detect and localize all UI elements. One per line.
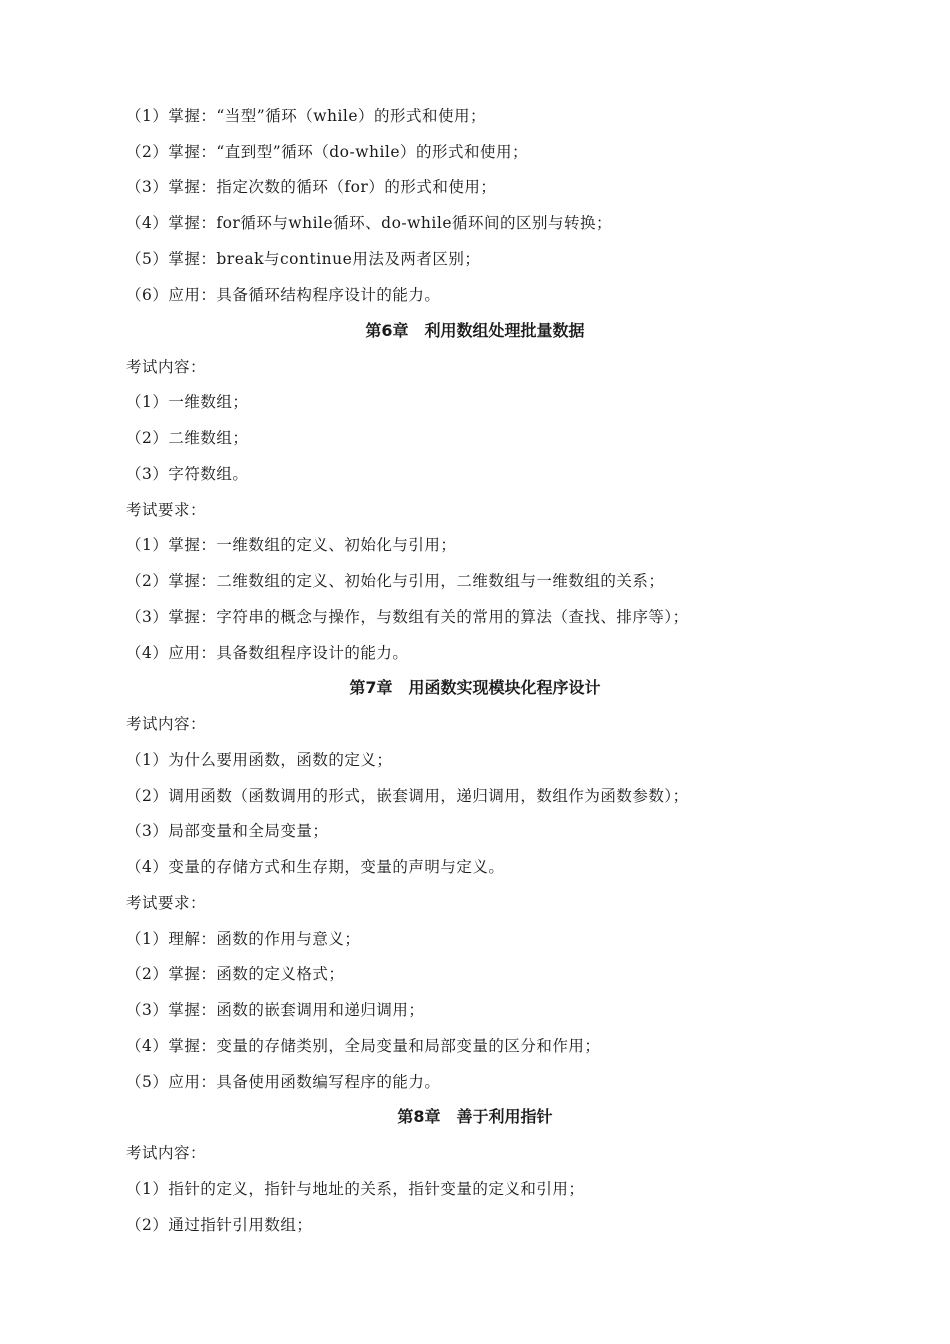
list-item: （5）应用：具备使用函数编写程序的能力。 (126, 1073, 441, 1091)
list-item: （2）调用函数（函数调用的形式，嵌套调用，递归调用，数组作为函数参数）； (126, 787, 689, 805)
list-item: （3）掌握：指定次数的循环（for）的形式和使用； (126, 178, 497, 196)
list-item: （2）二维数组； (126, 429, 249, 447)
list-item: （6）应用：具备循环结构程序设计的能力。 (126, 286, 441, 304)
list-item: （1）一维数组； (126, 393, 249, 411)
list-item: （2）掌握：函数的定义格式； (126, 965, 345, 983)
list-item: （2）掌握：二维数组的定义、初始化与引用，二维数组与一维数组的关系； (126, 572, 665, 590)
section-label: 考试要求： (126, 501, 207, 519)
list-item: （2）通过指针引用数组； (126, 1216, 313, 1234)
list-item: （1）理解：函数的作用与意义； (126, 930, 361, 948)
list-item: （4）掌握：for循环与while循环、do-while循环间的区别与转换； (126, 214, 613, 232)
chapter-heading: 第7章 用函数实现模块化程序设计 (349, 678, 601, 697)
list-item: （1）指针的定义，指针与地址的关系，指针变量的定义和引用； (126, 1180, 585, 1198)
list-item: （3）掌握：字符串的概念与操作，与数组有关的常用的算法（查找、排序等）； (126, 608, 689, 626)
list-item: （1）掌握：“当型”循环（while）的形式和使用； (126, 107, 487, 125)
list-item: （4）应用：具备数组程序设计的能力。 (126, 644, 409, 662)
section-label: 考试内容： (126, 358, 207, 376)
list-item: （1）掌握：一维数组的定义、初始化与引用； (126, 536, 457, 554)
list-item: （5）掌握：break与continue用法及两者区别； (126, 250, 481, 268)
section-label: 考试内容： (126, 715, 207, 733)
list-item: （3）掌握：函数的嵌套调用和递归调用； (126, 1001, 425, 1019)
list-item: （3）局部变量和全局变量； (126, 822, 329, 840)
list-item: （4）变量的存储方式和生存期，变量的声明与定义。 (126, 858, 505, 876)
chapter-heading: 第6章 利用数组处理批量数据 (365, 321, 585, 340)
chapter-heading: 第8章 善于利用指针 (397, 1107, 553, 1126)
list-item: （1）为什么要用函数，函数的定义； (126, 751, 393, 769)
list-item: （4）掌握：变量的存储类别，全局变量和局部变量的区分和作用； (126, 1037, 601, 1055)
section-label: 考试内容： (126, 1144, 207, 1162)
list-item: （2）掌握：“直到型”循环（do-while）的形式和使用； (126, 143, 529, 161)
section-label: 考试要求： (126, 894, 207, 912)
list-item: （3）字符数组。 (126, 465, 249, 483)
